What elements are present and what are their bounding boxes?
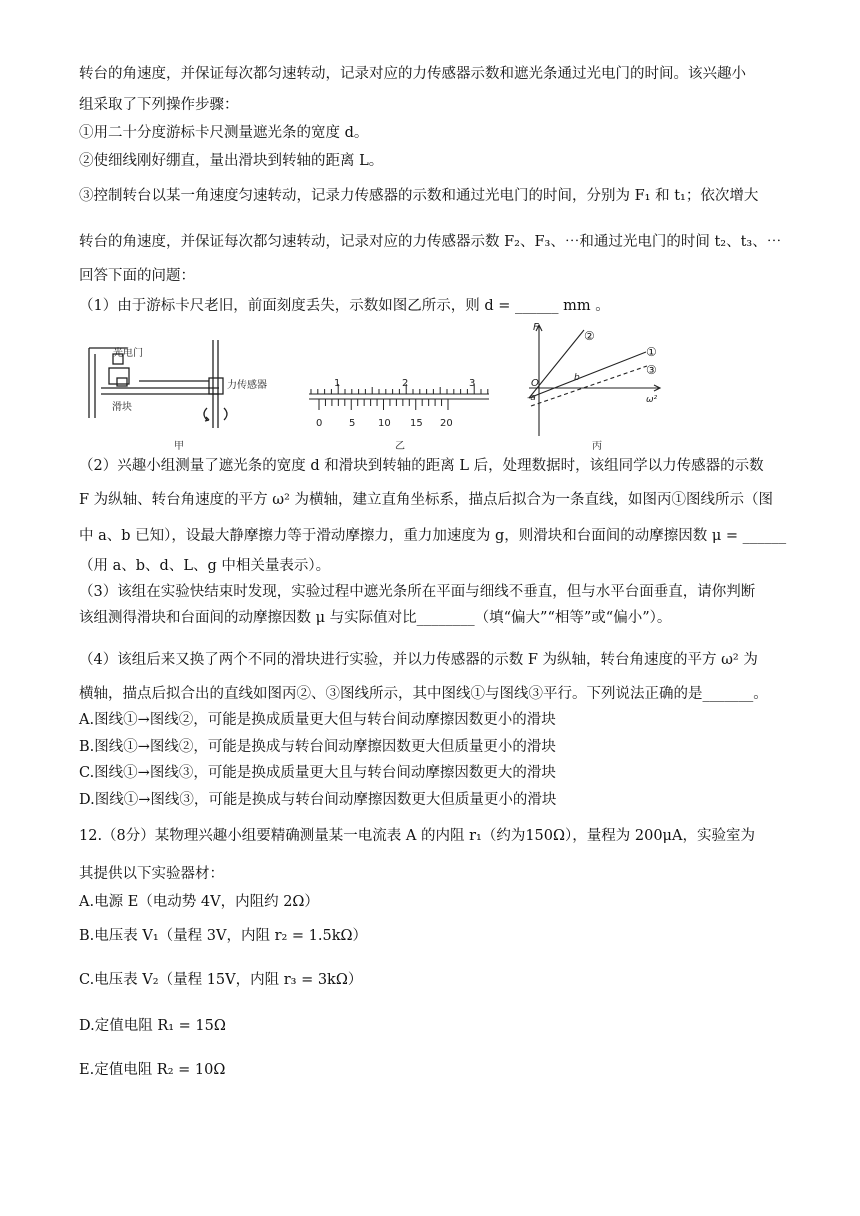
text-line: ①用二十分度游标卡尺测量遮光条的宽度 d。	[79, 125, 369, 141]
text-line: B.图线①→图线②，可能是换成与转台间动摩擦因数更大但质量更小的滑块	[79, 739, 556, 755]
main-tick-label: 3	[469, 378, 476, 389]
line-1	[529, 352, 646, 398]
text-line: ②使细线刚好绷直，量出滑块到转轴的距离 L。	[79, 153, 384, 169]
text-line: 横轴，描点后拟合出的直线如图丙②、③图线所示，其中图线①与图线③平行。下列说法正确的是_______。	[79, 686, 768, 702]
label-gate: 光电门	[113, 348, 143, 359]
text-line: A.电源 E（电动势 4V，内阻约 2Ω）	[79, 894, 319, 910]
main-tick-label: 1	[334, 378, 341, 389]
text-line: C.图线①→图线③，可能是换成质量更大且与转台间动摩擦因数更大的滑块	[79, 765, 556, 781]
text-line: 中 a、b 已知），设最大静摩擦力等于滑动摩擦力，重力加速度为 g，则滑块和台面间的动摩擦因数 μ = ______	[79, 528, 787, 544]
text-line: 转台的角速度，并保证每次都匀速转动，记录对应的力传感器示数和遮光条通过光电门的时间。该兴趣小	[79, 66, 746, 82]
line-2-label: ②	[584, 329, 595, 343]
text-line: 该组测得滑块和台面间的动摩擦因数 μ 与实际值对比________（填“偏大”“相等”或“偏小”）。	[79, 610, 672, 626]
label-sensor: 力传感器	[227, 380, 267, 391]
text-line: （3）该组在实验快结束时发现，实验过程中遮光条所在平面与细线不垂直，但与水平台面垂直，请你判断	[79, 584, 756, 600]
text-line: D.定值电阻 R₁ = 15Ω	[79, 1018, 226, 1034]
text-line: F 为纵轴、转台角速度的平方 ω² 为横轴，建立直角坐标系，描点后拟合为一条直线，如图丙①图线所示（图	[79, 492, 774, 508]
origin-label: O	[531, 378, 539, 389]
vernier-tick-label: 10	[378, 418, 391, 429]
text-line: 组采取了下列操作步骤：	[79, 97, 239, 113]
text-line: A.图线①→图线②，可能是换成质量更大但与转台间动摩擦因数更小的滑块	[79, 712, 556, 728]
text-line: D.图线①→图线③，可能是换成与转台间动摩擦因数更大但质量更小的滑块	[79, 792, 557, 808]
b-label: b	[574, 373, 580, 383]
text-line: ③控制转台以某一角速度匀速转动，记录力传感器的示数和通过光电门的时间，分别为 F₁ 和 t₁；依次增大	[79, 188, 759, 204]
text-line: C.电压表 V₂（量程 15V，内阻 r₃ = 3kΩ）	[79, 972, 363, 988]
text-line: 12.（8分）某物理兴趣小组要精确测量某一电流表 A 的内阻 r₁（约为150Ω），量程为 200μA，实验室为	[79, 828, 755, 844]
text-line: （用 a、b、d、L、g 中相关量表示）。	[79, 558, 331, 574]
caption-yi: 乙	[395, 441, 405, 452]
vernier-tick-label: 0	[316, 418, 323, 429]
vernier-tick-label: 5	[349, 418, 356, 429]
text-line: （4）该组后来又换了两个不同的滑块进行实验，并以力传感器的示数 F 为纵轴，转台角速度的平方 ω² 为	[79, 652, 758, 668]
caption-jia: 甲	[174, 441, 184, 452]
text-line: 回答下面的问题：	[79, 268, 195, 284]
text-line: （2）兴趣小组测量了遮光条的宽度 d 和滑块到转轴的距离 L 后，处理数据时，该组同学以力传感器的示数	[79, 458, 764, 474]
vernier-tick-label: 20	[440, 418, 453, 429]
caption-bing: 丙	[592, 441, 602, 452]
main-tick-label: 2	[402, 378, 409, 389]
axis-y-label: F	[533, 322, 539, 333]
label-block: 滑块	[112, 402, 132, 413]
text-line: E.定值电阻 R₂ = 10Ω	[79, 1062, 226, 1078]
figures-row	[79, 318, 779, 456]
text-line: （1）由于游标卡尺老旧，前面刻度丢失，示数如图乙所示，则 d = ______ mm 。	[79, 298, 610, 314]
axis-x-label: ω²	[646, 395, 658, 405]
text-line: B.电压表 V₁（量程 3V，内阻 r₂ = 1.5kΩ）	[79, 928, 368, 944]
line-3	[531, 366, 647, 406]
figure-jia	[89, 340, 227, 428]
line-3-label: ③	[646, 363, 657, 377]
text-line: 转台的角速度，并保证每次都匀速转动，记录对应的力传感器示数 F₂、F₃、⋯和通过光电门的时间 t₂、t₃、⋯	[79, 234, 782, 250]
line-1-label: ①	[646, 345, 657, 359]
text-line: 其提供以下实验器材：	[79, 866, 224, 882]
neg-a-label: -a	[527, 393, 536, 403]
figures-svg	[79, 318, 779, 456]
vernier-tick-label: 15	[410, 418, 423, 429]
